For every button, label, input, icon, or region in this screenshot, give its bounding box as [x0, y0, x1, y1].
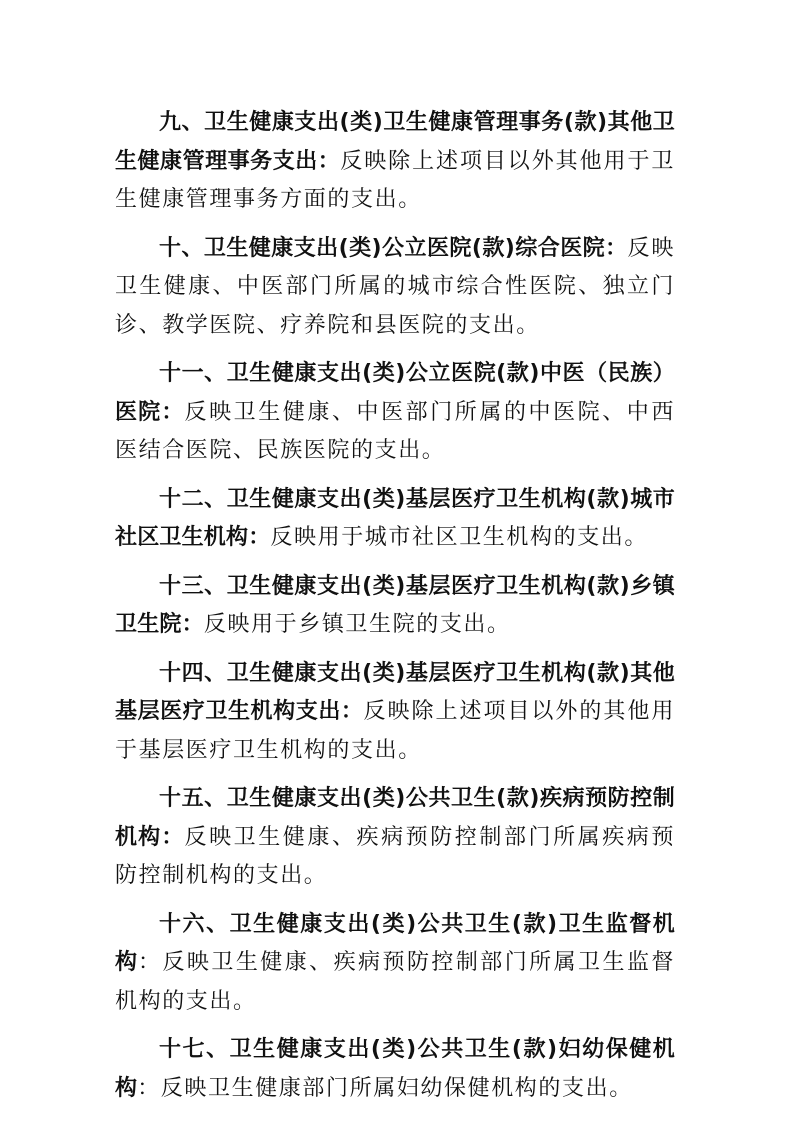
paragraph-item-13 [115, 568, 675, 645]
paragraph-item-12 [115, 481, 675, 558]
paragraph-item-17 [115, 1031, 675, 1108]
paragraph-item-15 [115, 780, 675, 896]
paragraph-item-9 [115, 104, 675, 220]
item-description: 反映卫生健康、中医部门所属的城市综合性医院、独立门诊、教学医院、疗养院和县医院的支出。 [115, 235, 675, 338]
item-description: 反映用于城市社区卫生机构的支出。 [270, 525, 649, 550]
paragraph-item-16 [115, 906, 675, 1022]
paragraph-item-10 [115, 230, 675, 346]
item-heading: 十六、卫生健康支出(类)公共卫生(款)卫生监督机构 [115, 911, 675, 975]
item-description: 反映除上述项目以外其他用于卫生健康管理事务方面的支出。 [115, 148, 675, 212]
item-description: ：反映卫生健康、疾病预防控制部门所属卫生监督机构的支出。 [115, 950, 675, 1014]
item-heading: 十一、卫生健康支出(类)公立医院(款)中医（民族）医院： [115, 361, 675, 425]
paragraph-item-14 [115, 655, 675, 771]
document-page [115, 104, 675, 1118]
item-heading: 十三、卫生健康支出(类)基层医疗卫生机构(款)乡镇卫生院： [115, 573, 675, 637]
item-description: 反映卫生健康、中医部门所属的中医院、中西医结合医院、民族医院的支出。 [115, 399, 675, 463]
item-description: ：反映卫生健康部门所属妇幼保健机构的支出。 [137, 1075, 633, 1101]
item-description: 反映用于乡镇卫生院的支出。 [203, 612, 511, 637]
paragraph-item-11 [115, 355, 675, 471]
item-heading: 九、卫生健康支出(类)卫生健康管理事务(款)其他卫生健康管理事务支出： [115, 110, 675, 174]
item-heading: 十、卫生健康支出(类)公立医院(款)综合医院： [159, 235, 628, 261]
item-heading: 十四、卫生健康支出(类)基层医疗卫生机构(款)其他基层医疗卫生机构支出： [115, 660, 675, 724]
item-description: 反映卫生健康、疾病预防控制部门所属疾病预防控制机构的支出。 [115, 824, 675, 888]
item-heading: 十五、卫生健康支出(类)公共卫生(款)疾病预防控制机构： [115, 786, 675, 850]
item-heading: 十七、卫生健康支出(类)公共卫生(款)妇幼保健机构 [115, 1037, 675, 1101]
item-description: 反映除上述项目以外的其他用于基层医疗卫生机构的支出。 [115, 699, 675, 763]
item-heading: 十二、卫生健康支出(类)基层医疗卫生机构(款)城市社区卫生机构： [115, 486, 675, 550]
